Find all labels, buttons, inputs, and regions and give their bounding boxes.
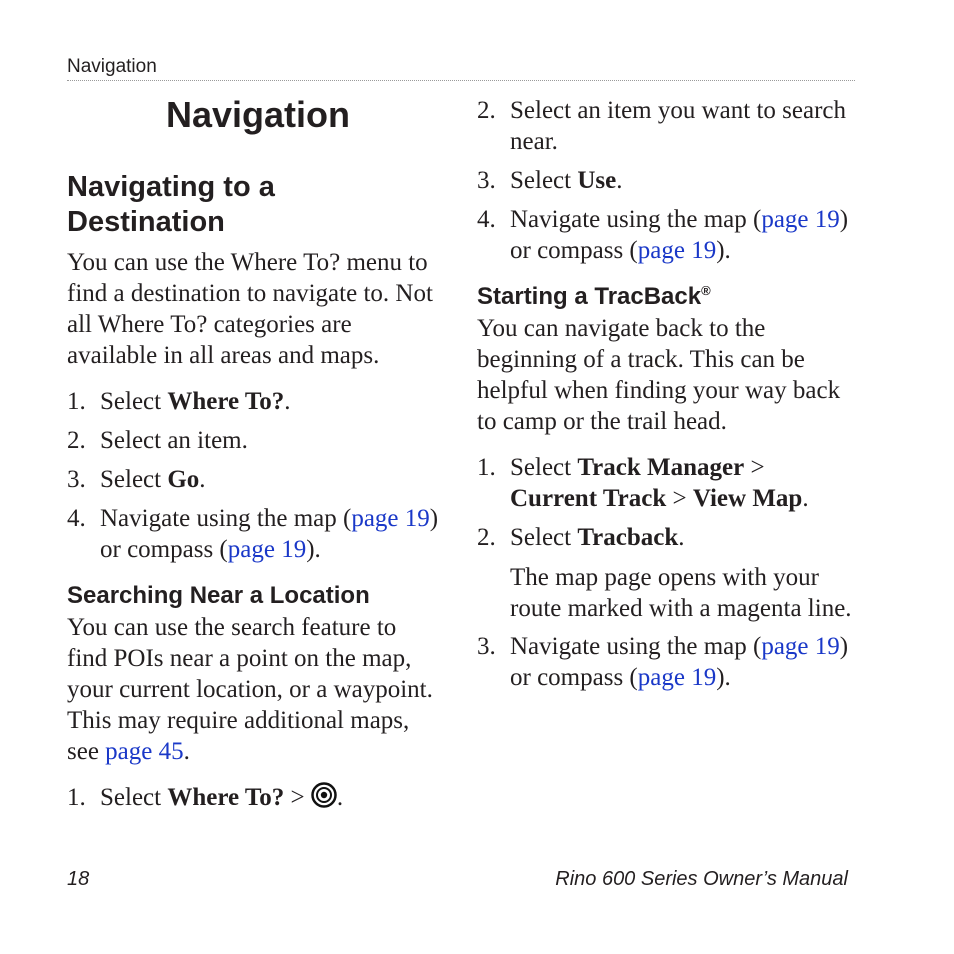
step-number: 2. [67,427,86,454]
step-punct: ). [306,536,321,563]
step-text: Select [510,167,578,194]
page-link[interactable]: page 19 [637,237,717,264]
step-separator: > [284,784,311,811]
menu-go: Go [167,466,200,493]
step-number: 3. [67,466,86,493]
menu-use: Use [577,167,617,194]
list-item [477,204,857,266]
tracback-note: The map page opens with your route marked with a magenta line. [510,564,852,622]
intro-text: You can use the search feature to find POIs near a point on the map, your current location, or a waypoint. This may require additional maps, see [67,614,433,765]
section-heading-tracback [477,283,711,311]
searching-intro [67,612,437,767]
step-text: Navigate using the map ( [510,633,762,660]
step-punct: . [802,485,809,512]
step-punct: . [678,524,685,551]
step-text: Select [100,466,168,493]
menu-track-manager: Track Manager [577,454,745,481]
list-item [477,95,857,157]
section-heading-navigating [67,170,275,240]
step-separator: > [666,485,693,512]
step-number: 3. [477,167,496,194]
page-link[interactable]: page 19 [227,536,307,563]
step-text: Select [510,454,578,481]
step-text: Select an item you want to search near. [510,97,846,155]
step-number: 1. [67,784,86,811]
heading-text: Starting a TracBack [477,283,702,310]
manual-title: Rino 600 Series Owner’s Manual [555,868,848,890]
step-text: Navigate using the map ( [510,206,762,233]
step-number: 4. [67,505,86,532]
list-item [67,503,447,565]
step-text: Select [100,784,168,811]
step-text: Select [510,524,578,551]
list-item [477,631,857,693]
step-text: ) or compass ( [510,633,849,691]
step-number: 1. [67,388,86,415]
step-number: 1. [477,454,496,481]
tracback-intro: You can navigate back to the beginning of a track. This can be helpful when finding your way back to camp or the trail head. [477,315,841,435]
step-punct: . [199,466,206,493]
section-heading-line1: Navigating to a [67,171,275,203]
step-punct: . [616,167,623,194]
step-text: Navigate using the map ( [100,505,352,532]
step-separator: > [744,454,765,481]
section-heading-searching: Searching Near a Location [67,582,370,609]
menu-tracback: Tracback [577,524,679,551]
page-link[interactable]: page 45 [105,738,184,765]
navigating-intro: You can use the Where To? menu to find a destination to navigate to. Not all Where To? categories are available in all areas and maps. [67,249,433,369]
step-text: Select an item. [100,427,248,454]
menu-view-map: View Map [692,485,803,512]
step-text: ) or compass ( [510,206,849,264]
header-divider [67,80,855,81]
section-heading-line2: Destination [67,206,225,238]
step-text: ) or compass ( [100,505,439,563]
list-item [477,452,857,514]
registered-mark: ® [701,283,711,298]
step-punct: ). [716,237,731,264]
page-title: Navigation [166,94,351,135]
page-link[interactable]: page 19 [351,505,430,532]
step-number: 3. [477,633,496,660]
step-punct: . [284,388,291,415]
menu-current-track: Current Track [510,485,667,512]
running-head: Navigation [67,56,157,77]
step-text: Select [100,388,168,415]
page-link[interactable]: page 19 [761,206,840,233]
menu-where-to: Where To? [167,784,285,811]
step-number: 4. [477,206,496,233]
intro-punct: . [183,738,190,765]
page-link[interactable]: page 19 [761,633,840,660]
menu-where-to: Where To? [167,388,285,415]
search-near-target-icon [311,782,337,816]
page-link[interactable]: page 19 [637,664,717,691]
step-number: 2. [477,97,496,124]
page-number: 18 [67,868,90,890]
step-number: 2. [477,524,496,551]
step-punct: . [336,784,344,811]
step-punct: ). [716,664,731,691]
